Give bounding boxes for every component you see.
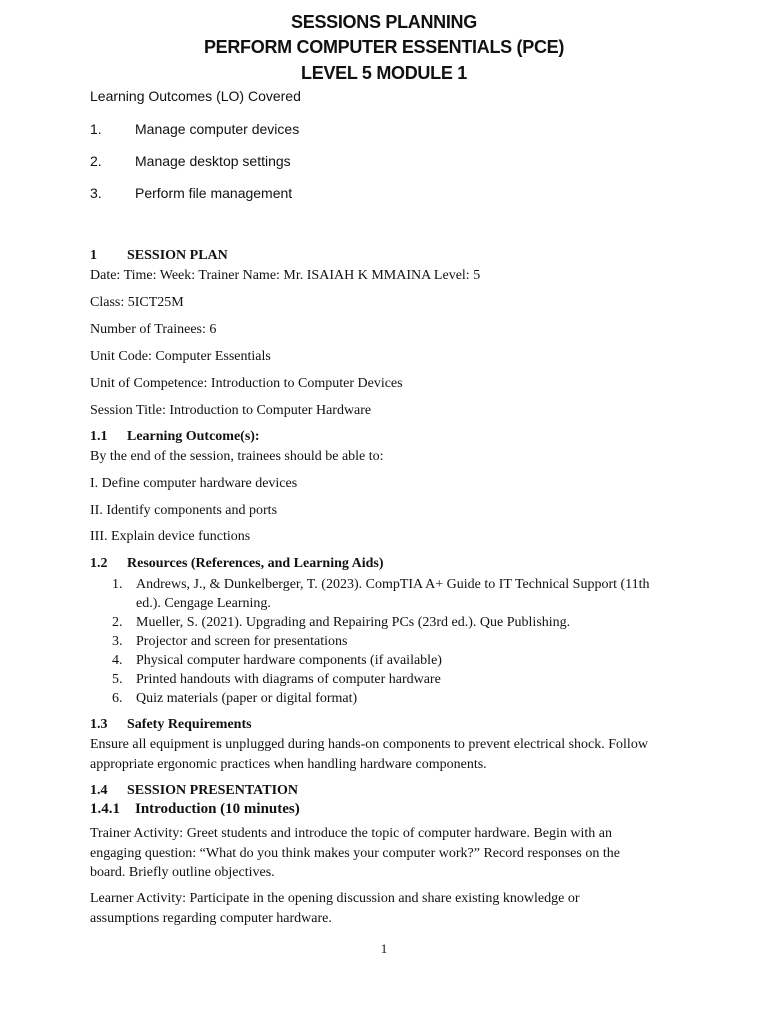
resources-heading [90,556,384,572]
safety-text-line: appropriate ergonomic practices when handling hardware components. [90,757,487,772]
list-number: 2. [90,153,102,169]
safety-text-line: Ensure all equipment is unplugged during hands-on components to prevent electrical shock. Follow [90,737,648,752]
list-text: Andrews, J., & Dunkelberger, T. (2023). CompTIA A+ Guide to IT Technical Support (11th [136,577,650,592]
date-line: Date: Time: Week: Trainer Name: Mr. ISAIAH K MMAINA Level: 5 [90,268,481,283]
class-line: Class: 5ICT25M [90,295,184,310]
list-item [90,575,690,613]
list-number: 3. [112,634,123,649]
session-presentation-heading [90,783,298,799]
list-text: Quiz materials (paper or digital format) [136,691,358,706]
section-number: 1.4.1 [90,801,120,817]
document-title-line-1: SESSIONS PLANNING [291,12,477,32]
document-title-line-3: LEVEL 5 MODULE 1 [301,63,467,83]
list-number: 1. [90,121,102,137]
section-title: Resources (References, and Learning Aids) [127,556,384,571]
session-plan-heading [90,248,228,264]
session-title-line: Session Title: Introduction to Computer Hardware [90,403,372,418]
learning-outcome-item [90,121,299,137]
learning-outcome-item [90,153,291,169]
resources-list [90,575,690,708]
list-text: Manage desktop settings [135,153,291,169]
trainer-activity-line: Trainer Activity: Greet students and introduce the topic of computer hardware. Begin with an [90,826,613,841]
outcome-item: III. Explain device functions [90,529,251,544]
section-title: SESSION PRESENTATION [127,783,299,798]
unit-competence-line: Unit of Competence: Introduction to Computer Devices [90,376,403,391]
list-text: Printed handouts with diagrams of computer hardware [136,672,441,687]
list-text: Perform file management [135,185,293,201]
list-number: 3. [90,185,102,201]
list-number: 6. [112,691,123,706]
section-title: SESSION PLAN [127,248,228,263]
list-text-continuation: ed.). Cengage Learning. [136,596,271,611]
safety-heading [90,717,252,733]
section-number: 1.1 [90,429,108,444]
list-number: 4. [112,653,123,668]
list-item [90,632,690,651]
section-number: 1.4 [90,783,108,798]
list-item [90,670,690,689]
learner-activity-line: assumptions regarding computer hardware. [90,911,332,926]
trainer-activity-line: engaging question: “What do you think makes your computer work?” Record responses on the [90,846,620,861]
trainees-line: Number of Trainees: 6 [90,322,217,337]
list-number: 1. [112,577,123,592]
outcome-item: I. Define computer hardware devices [90,476,298,491]
section-title: Learning Outcome(s): [127,429,260,444]
introduction-heading [90,801,300,818]
list-number: 2. [112,615,123,630]
section-number: 1.3 [90,717,108,732]
document-title-line-2: PERFORM COMPUTER ESSENTIALS (PCE) [203,37,565,57]
unit-code-line: Unit Code: Computer Essentials [90,349,271,364]
learner-activity-line: Learner Activity: Participate in the opening discussion and share existing knowledge or [90,891,580,906]
list-text: Manage computer devices [135,121,300,137]
trainer-activity-line: board. Briefly outline objectives. [90,865,275,880]
list-item [90,651,690,670]
list-item [90,613,690,632]
outcome-item: II. Identify components and ports [90,503,278,518]
learning-outcome-item [90,185,292,201]
learning-outcomes-heading: Learning Outcomes (LO) Covered [90,88,301,104]
outcomes-intro: By the end of the session, trainees should be able to: [90,449,384,464]
section-number: 1 [90,248,97,263]
section-title: Introduction (10 minutes) [135,801,300,817]
learning-outcomes-section-heading [90,429,260,445]
list-text: Physical computer hardware components (if available) [136,653,442,668]
list-number: 5. [112,672,123,687]
list-text: Projector and screen for presentations [136,634,348,649]
page-number: 1 [380,941,388,956]
list-text: Mueller, S. (2021). Upgrading and Repairing PCs (23rd ed.). Que Publishing. [136,615,571,630]
section-title: Safety Requirements [127,717,252,732]
list-item [90,689,690,708]
section-number: 1.2 [90,556,108,571]
